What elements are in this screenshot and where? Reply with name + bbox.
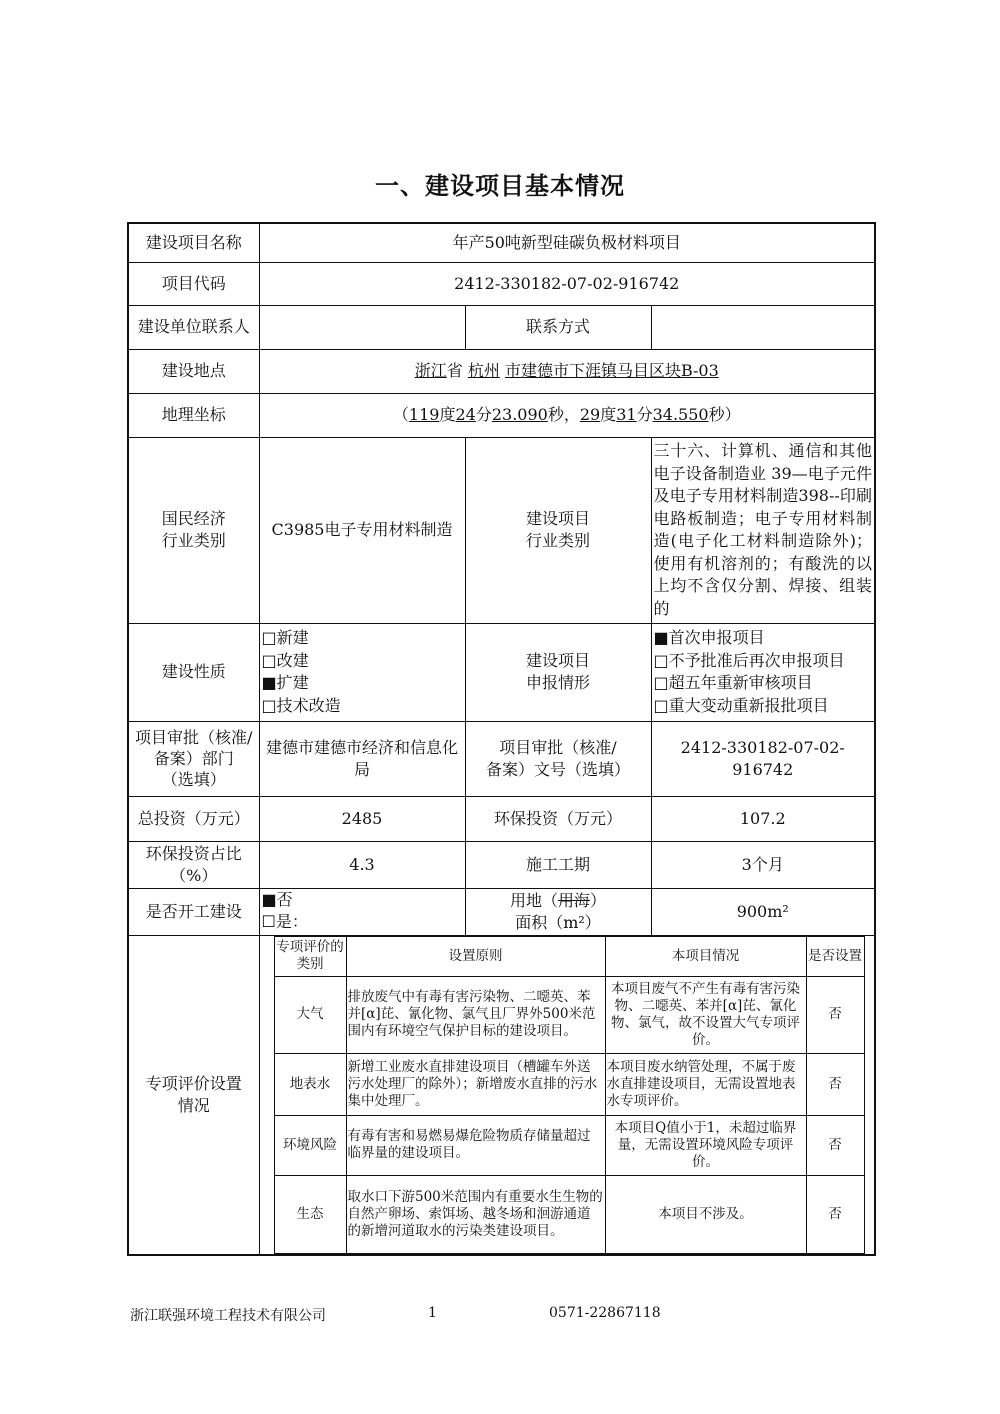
- value-construction-period: 3个月: [651, 841, 875, 888]
- label-coordinates: 地理坐标: [128, 393, 259, 437]
- project-info-table: [127, 222, 876, 1256]
- sub-header-category: 专项评价的类别: [274, 936, 346, 976]
- row-industry: [128, 437, 875, 623]
- value-contact-method: [651, 305, 875, 349]
- checkbox-first-declaration[interactable]: ■首次申报项目: [653, 628, 765, 647]
- label-total-investment: 总投资（万元）: [128, 796, 259, 841]
- value-land-area: 900m²: [651, 888, 875, 935]
- checkbox-expand[interactable]: ■扩建: [261, 673, 309, 692]
- value-approval-dept: 建德市建德市经济和信息化局: [259, 721, 465, 796]
- value-approval-no: 2412-330182-07-02-916742: [651, 721, 875, 796]
- location-city-unit: 市: [504, 361, 521, 380]
- land-area-label-a: 用地（: [509, 890, 558, 910]
- sub-category: 生态: [274, 1175, 346, 1253]
- sub-row-surface-water: [274, 1053, 864, 1115]
- coord-open: （: [392, 405, 409, 424]
- coord-unit: 秒，: [547, 405, 580, 424]
- label-env-investment: 环保投资（万元）: [465, 796, 651, 841]
- special-assessment-container: [259, 935, 875, 1255]
- lat-degree: 29: [579, 405, 601, 424]
- lat-second: 34.550: [652, 405, 709, 424]
- sub-principle: 有毒有害和易燃易爆危险物质存储量超过临界量的建设项目。: [346, 1115, 605, 1175]
- lon-degree: 119: [408, 405, 440, 424]
- checkbox-started[interactable]: ☐是：: [261, 912, 308, 931]
- special-assessment-table: [274, 936, 865, 1254]
- row-project-name: [128, 223, 875, 262]
- sub-row-ecology: [274, 1175, 864, 1253]
- land-area-label-b: ） 面积（m²）: [515, 890, 607, 932]
- footer-company: 浙江联强环境工程技术有限公司: [130, 1308, 326, 1324]
- sub-category: 地表水: [274, 1053, 346, 1115]
- row-project-code: [128, 262, 875, 305]
- sub-situation: 本项目废气不产生有毒有害污染物、二噁英、苯并[α]芘、氰化物、氯气，故不设置大气专项评价。: [605, 976, 806, 1053]
- row-construction-nature: [128, 623, 875, 721]
- label-approval-dept: 项目审批（核准/ 备案）部门 （选填）: [128, 721, 259, 796]
- sub-category: 环境风险: [274, 1115, 346, 1175]
- label-contact: 建设单位联系人: [128, 305, 259, 349]
- sub-category: 大气: [274, 976, 346, 1053]
- label-land-area: [465, 888, 651, 935]
- row-location: [128, 349, 875, 393]
- value-coordinates: [259, 393, 875, 437]
- sub-situation: 本项目废水纳管处理，不属于废水直排建设项目，无需设置地表水专项评价。: [605, 1053, 806, 1115]
- label-started: 是否开工建设: [128, 888, 259, 935]
- sub-set: 否: [806, 1053, 864, 1115]
- lat-minute: 31: [616, 405, 637, 424]
- label-special-assessment: 专项评价设置 情况: [128, 935, 259, 1255]
- sub-principle: 新增工业废水直排建设项目（槽罐车外送污水处理厂的除外）；新增废水直排的污水集中处理厂。: [346, 1053, 605, 1115]
- sub-set: 否: [806, 1175, 864, 1253]
- lon-minute: 24: [455, 405, 476, 424]
- row-ratio: [128, 841, 875, 888]
- label-env-ratio: 环保投资占比 （%）: [128, 841, 259, 888]
- value-env-ratio: 4.3: [259, 841, 465, 888]
- value-project-name: 年产50吨新型硅碳负极材料项目: [259, 223, 875, 262]
- checkbox-major-change[interactable]: □重大变动重新报批项目: [653, 695, 829, 715]
- options-construction-nature: [259, 623, 465, 721]
- checkbox-five-year-review[interactable]: □超五年重新审核项目: [653, 673, 813, 692]
- options-declaration: [651, 623, 875, 721]
- location-city: 杭州: [467, 361, 500, 380]
- label-construction-period: 施工工期: [465, 841, 651, 888]
- label-construction-nature: 建设性质: [128, 623, 259, 721]
- sub-set: 否: [806, 976, 864, 1053]
- value-contact: [259, 305, 465, 349]
- row-investment: [128, 796, 875, 841]
- coord-unit: 度: [439, 405, 456, 424]
- value-total-investment: 2485: [259, 796, 465, 841]
- options-started: [259, 888, 465, 935]
- sub-header-principle: 设置原则: [346, 936, 605, 976]
- label-location: 建设地点: [128, 349, 259, 393]
- label-declaration: 建设项目 申报情形: [465, 623, 651, 721]
- label-project-industry: 建设项目 行业类别: [465, 437, 651, 623]
- label-contact-method: 联系方式: [465, 305, 651, 349]
- value-national-industry: C3985电子专用材料制造: [259, 437, 465, 623]
- coord-unit: 分: [475, 405, 492, 424]
- lon-second: 23.090: [491, 405, 548, 424]
- value-location: [259, 349, 875, 393]
- sub-row-air: [274, 976, 864, 1053]
- sub-header-situation: 本项目情况: [605, 936, 806, 976]
- sub-principle: 排放废气中有毒有害污染物、二噁英、苯并[α]芘、氰化物、氯气且厂界外500米范围内有环境空气保护目标的建设项目。: [346, 976, 605, 1053]
- value-project-industry: 三十六、计算机、通信和其他电子设备制造业 39—电子元件及电子专用材料制造398--印刷电路板制造；电子专用材料制造(电子化工材料制造除外)；使用有机溶剂的；有酸洗的以上均不含仅分割、焊接、组装的: [651, 437, 875, 623]
- footer-page-number: 1: [428, 1305, 437, 1321]
- sub-situation: 本项目不涉及。: [605, 1175, 806, 1253]
- sub-principle: 取水口下游500米范围内有重要水生生物的自然产卵场、索饵场、越冬场和洄游通道的新增河道取水的污染类建设项目。: [346, 1175, 605, 1253]
- label-project-code: 项目代码: [128, 262, 259, 305]
- location-detail: 建德市下涯镇马目区块B-03: [520, 361, 719, 380]
- row-contact: [128, 305, 875, 349]
- sub-set: 否: [806, 1115, 864, 1175]
- checkbox-rebuild[interactable]: □改建: [261, 650, 309, 670]
- page-title: 一、建设项目基本情况: [375, 172, 625, 200]
- coord-unit: 度: [600, 405, 617, 424]
- footer-phone: 0571-22867118: [549, 1305, 661, 1321]
- label-national-industry: 国民经济 行业类别: [128, 437, 259, 623]
- sub-situation: 本项目Q值小于1，未超过临界量，无需设置环境风险专项评价。: [605, 1115, 806, 1175]
- row-coordinates: [128, 393, 875, 437]
- value-env-investment: 107.2: [651, 796, 875, 841]
- checkbox-tech-upgrade[interactable]: □技术改造: [261, 695, 341, 715]
- location-province: 浙江: [414, 361, 447, 380]
- row-approval: [128, 721, 875, 796]
- sub-header-set: 是否设置: [806, 936, 864, 976]
- label-approval-no: 项目审批（核准/ 备案）文号（选填）: [465, 721, 651, 796]
- sub-header-row: [274, 936, 864, 976]
- value-project-code: 2412-330182-07-02-916742: [259, 262, 875, 305]
- coord-unit: 分: [636, 405, 653, 424]
- checkbox-redeclare[interactable]: □不予批准后再次申报项目: [653, 650, 845, 670]
- land-area-label-sea: 用海: [557, 890, 590, 910]
- checkbox-new[interactable]: □新建: [261, 628, 309, 647]
- row-special-assessment: [128, 935, 875, 1255]
- row-started: [128, 888, 875, 935]
- checkbox-not-started[interactable]: ■否: [261, 889, 293, 909]
- location-province-unit: 省: [446, 361, 463, 380]
- coord-unit: 秒）: [708, 405, 741, 424]
- label-project-name: 建设项目名称: [128, 223, 259, 262]
- sub-row-env-risk: [274, 1115, 864, 1175]
